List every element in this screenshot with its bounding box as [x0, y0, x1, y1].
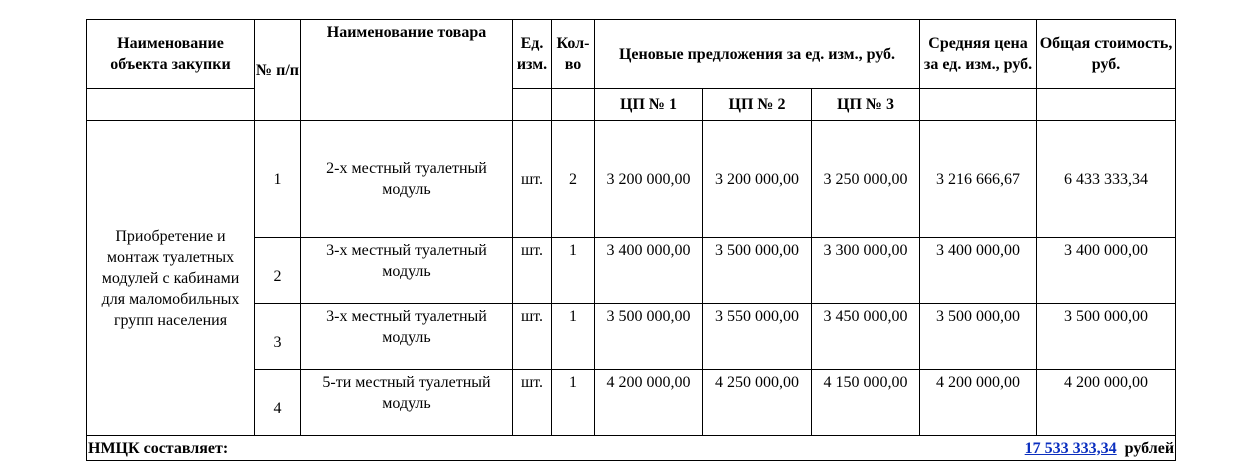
quantity-cell: 2 — [552, 121, 595, 238]
offer-2-cell: 3 550 000,00 — [703, 304, 812, 370]
quantity-cell: 1 — [552, 370, 595, 436]
avg-price-cell: 3 400 000,00 — [920, 238, 1037, 304]
row-number: 1 — [255, 121, 301, 238]
row-number: 3 — [255, 304, 301, 370]
subheader-empty-avg — [920, 89, 1037, 121]
total-row — [87, 436, 1176, 461]
total-amount-link[interactable]: 17 533 333,34 — [1024, 439, 1117, 457]
total-cost-cell: 6 433 333,34 — [1037, 121, 1176, 238]
offer-2-cell: 3 200 000,00 — [703, 121, 812, 238]
total-amount-group — [1025, 438, 1174, 459]
offer-1-cell: 3 200 000,00 — [595, 121, 703, 238]
header-number: № п/п — [255, 20, 301, 121]
total-label: НМЦК составляет: — [88, 439, 229, 457]
quantity-cell: 1 — [552, 238, 595, 304]
avg-price-cell: 3 216 666,67 — [920, 121, 1037, 238]
header-avg-price: Средняя цена за ед. изм., руб. — [920, 20, 1037, 89]
quantity-cell: 1 — [552, 304, 595, 370]
total-cell — [87, 436, 1176, 461]
header-unit: Ед. изм. — [513, 20, 552, 89]
offer-3-cell: 3 300 000,00 — [812, 238, 920, 304]
offer-3-cell: 4 150 000,00 — [812, 370, 920, 436]
product-name: 2-х местный туалетный модуль — [301, 121, 513, 238]
header-object-name: Наименование объекта закупки — [87, 20, 255, 89]
header-total-cost: Общая стоимость, руб. — [1037, 20, 1176, 89]
subheader-empty-object — [87, 89, 255, 121]
procurement-object-cell: Приобретение и монтаж туалетных модулей с кабинами для маломобильных групп населения — [87, 121, 255, 436]
header-quantity: Кол-во — [552, 20, 595, 89]
row-number: 4 — [255, 370, 301, 436]
header-price-offers: Ценовые предложения за ед. изм., руб. — [595, 20, 920, 89]
unit-cell: шт. — [513, 370, 552, 436]
header-offer-3: ЦП № 3 — [812, 89, 920, 121]
subheader-empty-qty — [552, 89, 595, 121]
header-offer-1: ЦП № 1 — [595, 89, 703, 121]
subheader-empty-total — [1037, 89, 1176, 121]
offer-3-cell: 3 450 000,00 — [812, 304, 920, 370]
unit-cell: шт. — [513, 304, 552, 370]
avg-price-cell: 4 200 000,00 — [920, 370, 1037, 436]
product-name: 3-х местный туалетный модуль — [301, 304, 513, 370]
header-offer-2: ЦП № 2 — [703, 89, 812, 121]
total-cost-cell: 3 400 000,00 — [1037, 238, 1176, 304]
avg-price-cell: 3 500 000,00 — [920, 304, 1037, 370]
offer-1-cell: 3 500 000,00 — [595, 304, 703, 370]
offer-1-cell: 4 200 000,00 — [595, 370, 703, 436]
product-name: 3-х местный туалетный модуль — [301, 238, 513, 304]
procurement-price-table — [86, 19, 1176, 461]
offer-2-cell: 3 500 000,00 — [703, 238, 812, 304]
row-number: 2 — [255, 238, 301, 304]
unit-cell: шт. — [513, 121, 552, 238]
total-unit: рублей — [1124, 439, 1175, 457]
total-cost-cell: 3 500 000,00 — [1037, 304, 1176, 370]
offer-1-cell: 3 400 000,00 — [595, 238, 703, 304]
total-cost-cell: 4 200 000,00 — [1037, 370, 1176, 436]
header-row — [87, 20, 1176, 89]
table-row — [87, 121, 1176, 238]
unit-cell: шт. — [513, 238, 552, 304]
subheader-empty-unit — [513, 89, 552, 121]
subheader-row — [87, 89, 1176, 121]
product-name: 5-ти местный туалетный модуль — [301, 370, 513, 436]
offer-2-cell: 4 250 000,00 — [703, 370, 812, 436]
header-product-name: Наименование товара — [301, 20, 513, 121]
offer-3-cell: 3 250 000,00 — [812, 121, 920, 238]
